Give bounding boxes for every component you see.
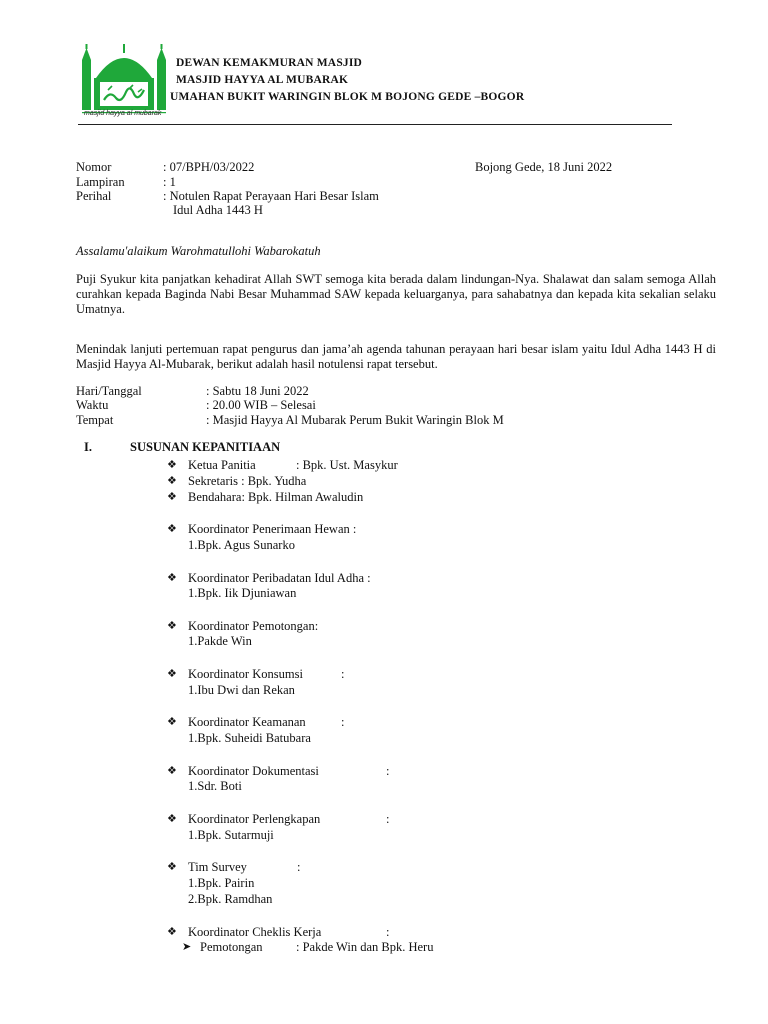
header-divider — [78, 124, 672, 125]
checklist-pemotongan-label: Pemotongan — [200, 940, 263, 954]
diamond-bullet-icon: ❖ — [167, 523, 177, 535]
coordinator-dokumentasi-member: 1.Sdr. Boti — [188, 779, 242, 793]
role-sekretaris: Sekretaris : Bpk. Yudha — [188, 474, 307, 488]
arrow-bullet-icon: ➤ — [182, 941, 192, 953]
masjid-logo — [78, 42, 170, 122]
detail-value-date: : Sabtu 18 Juni 2022 — [206, 384, 309, 398]
perihal-value-line2: Idul Adha 1443 H — [173, 203, 263, 217]
detail-label-date: Hari/Tanggal — [76, 384, 142, 398]
diamond-bullet-icon: ❖ — [167, 716, 177, 728]
coordinator-konsumsi-colon: : — [341, 667, 345, 681]
place-date: Bojong Gede, 18 Juni 2022 — [475, 160, 613, 174]
coordinator-pemotongan-member: 1.Pakde Win — [188, 634, 252, 648]
section-title: SUSUNAN KEPANITIAAN — [130, 440, 281, 454]
tim-survey-member-1: 1.Bpk. Pairin — [188, 876, 255, 890]
perihal-label: Perihal — [76, 189, 112, 203]
diamond-bullet-icon: ❖ — [167, 765, 177, 777]
coordinator-penerimaan-member: 1.Bpk. Agus Sunarko — [188, 538, 295, 552]
context-paragraph: Menindak lanjuti pertemuan rapat pengurus dan jama’ah agenda tahunan perayaan hari besar islam yaitu Idul Adha 1443 H di Masjid Hayya Al-Mubarak, berikut adalah hasil notulensi rapat tersebut. — [76, 342, 716, 371]
coordinator-perlengkapan-member: 1.Bpk. Sutarmuji — [188, 828, 274, 842]
role-bendahara: Bendahara: Bpk. Hilman Awaludin — [188, 490, 364, 504]
detail-value-place: : Masjid Hayya Al Mubarak Perum Bukit Waringin Blok M — [206, 413, 504, 427]
coordinator-cheklis-colon: : — [386, 925, 390, 939]
role-ketua-value: : Bpk. Ust. Masykur — [296, 458, 398, 472]
coordinator-keamanan-label: Koordinator Keamanan — [188, 715, 306, 729]
coordinator-perlengkapan-label: Koordinator Perlengkapan — [188, 812, 321, 826]
diamond-bullet-icon: ❖ — [167, 572, 177, 584]
diamond-bullet-icon: ❖ — [167, 620, 177, 632]
checklist-pemotongan-value: : Pakde Win dan Bpk. Heru — [296, 940, 434, 954]
coordinator-keamanan-colon: : — [341, 715, 345, 729]
diamond-bullet-icon: ❖ — [167, 813, 177, 825]
detail-label-time: Waktu — [76, 398, 109, 412]
coordinator-konsumsi-member: 1.Ibu Dwi dan Rekan — [188, 683, 295, 697]
perihal-value-line1: : Notulen Rapat Perayaan Hari Besar Islam — [163, 189, 379, 203]
detail-label-place: Tempat — [76, 413, 114, 427]
org-name: DEWAN KEMAKMURAN MASJID — [176, 57, 363, 69]
nomor-value: : 07/BPH/03/2022 — [163, 160, 255, 174]
lampiran-value: : 1 — [163, 175, 176, 189]
diamond-bullet-icon: ❖ — [167, 668, 177, 680]
salutation: Assalamu'alaikum Warohmatullohi Wabarokatuh — [76, 244, 321, 258]
nomor-label: Nomor — [76, 160, 112, 174]
lampiran-label: Lampiran — [76, 175, 125, 189]
mosque-name: MASJID HAYYA AL MUBARAK — [176, 74, 349, 86]
role-ketua-label: Ketua Panitia — [188, 458, 256, 472]
diamond-bullet-icon: ❖ — [167, 491, 177, 503]
tim-survey-label: Tim Survey — [188, 860, 247, 874]
coordinator-peribadatan-label: Koordinator Peribadatan Idul Adha : — [188, 571, 371, 585]
section-number: I. — [84, 440, 92, 454]
coordinator-konsumsi-label: Koordinator Konsumsi — [188, 667, 303, 681]
detail-value-time: : 20.00 WIB – Selesai — [206, 398, 316, 412]
coordinator-dokumentasi-label: Koordinator Dokumentasi — [188, 764, 319, 778]
coordinator-penerimaan-label: Koordinator Penerimaan Hewan : — [188, 522, 357, 536]
opening-paragraph: Puji Syukur kita panjatkan kehadirat Allah SWT semoga kita berada dalam lindungan-Nya. Shalawat dan salam semoga Allah curahkan kepada Baginda Nabi Besar Muhammad SAW kepada keluarganya, para sahabatnya dan kepada kita sekalian selaku Umatnya. — [76, 272, 716, 316]
coordinator-cheklis-label: Koordinator Cheklis Kerja — [188, 925, 322, 939]
coordinator-dokumentasi-colon: : — [386, 764, 390, 778]
logo-caption: masjid hayya al mubarak — [84, 110, 162, 117]
coordinator-pemotongan-label: Koordinator Pemotongan: — [188, 619, 319, 633]
diamond-bullet-icon: ❖ — [167, 861, 177, 873]
coordinator-perlengkapan-colon: : — [386, 812, 390, 826]
coordinator-peribadatan-member: 1.Bpk. Iik Djuniawan — [188, 586, 297, 600]
mosque-address: UMAHAN BUKIT WARINGIN BLOK M BOJONG GEDE –BOGOR — [170, 91, 525, 103]
diamond-bullet-icon: ❖ — [167, 459, 177, 471]
tim-survey-colon: : — [297, 860, 301, 874]
diamond-bullet-icon: ❖ — [167, 926, 177, 938]
tim-survey-member-2: 2.Bpk. Ramdhan — [188, 892, 273, 906]
diamond-bullet-icon: ❖ — [167, 475, 177, 487]
coordinator-keamanan-member: 1.Bpk. Suheidi Batubara — [188, 731, 311, 745]
